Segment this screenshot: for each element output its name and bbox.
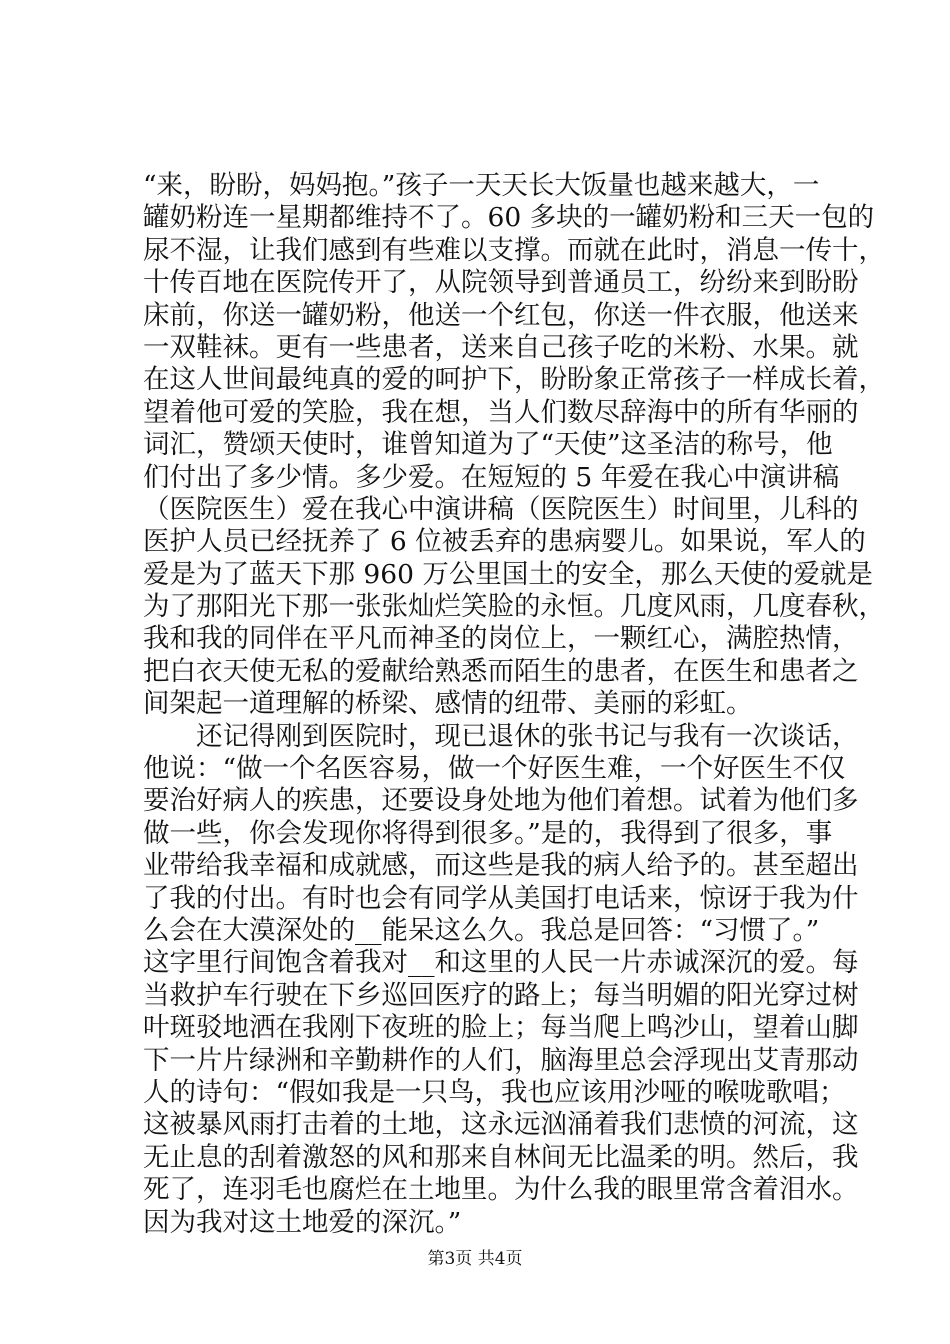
text-line: 无止息的刮着激怒的风和那来自林间无比温柔的明。然后，我 [143,1141,859,1173]
text-line: 人的诗句：“假如我是一只鸟，我也应该用沙哑的喉咙歌唱； [143,1076,846,1108]
text-line: 望着他可爱的笑脸，我在想，当人们数尽辞海中的所有华丽的 [143,396,859,428]
text-line: 为了那阳光下那一张张灿烂笑脸的永恒。几度风雨，几度春秋， [143,591,885,623]
text-line: 这被暴风雨打击着的土地，这永远汹涌着我们悲愤的河流，这 [143,1109,859,1141]
text-line: （医院医生）爱在我心中演讲稿（医院医生）时间里，儿科的 [143,493,859,525]
text-line: 在这人世间最纯真的爱的呵护下，盼盼象正常孩子一样成长着， [143,364,885,396]
page-footer: 第3页 共4页 [427,1249,523,1269]
text-line: 医护人员已经抚养了 6 位被丢弃的患病婴儿。如果说，军人的 [143,526,866,558]
text-line: 还记得刚到医院时，现已退休的张书记与我有一次谈话， [143,720,859,752]
text-line: 么会在大漠深处的__能呆这么久。我总是回答：“习惯了。” [143,914,820,946]
text-line: 爱是为了蓝天下那 960 万公里国土的安全，那么天使的爱就是 [143,558,873,590]
text-line: 叶斑驳地洒在我刚下夜班的脸上；每当爬上鸣沙山，望着山脚 [143,1012,859,1044]
text-line: 一双鞋袜。更有一些患者，送来自己孩子吃的米粉、水果。就 [143,331,859,363]
text-line: 做一些，你会发现你将得到很多。”是的，我得到了很多，事 [143,817,833,849]
text-line: 词汇，赞颂天使时，谁曾知道为了“天使”这圣洁的称号，他 [143,429,833,461]
text-line: 间架起一道理解的桥梁、感情的纽带、美丽的彩虹。 [143,688,753,720]
text-line: 因为我对这土地爱的深沉。” [143,1206,462,1238]
text-line: 业带给我幸福和成就感，而这些是我的病人给予的。甚至超出 [143,850,859,882]
text-line: 这字里行间饱含着我对__和这里的人民一片赤诚深沉的爱。每 [143,947,859,979]
text-line: 床前，你送一罐奶粉，他送一个红包，你送一件衣服，他送来 [143,299,859,331]
text-line: 们付出了多少情。多少爱。在短短的 5 年爱在我心中演讲稿 [143,461,840,493]
text-line: 他说：“做一个名医容易，做一个好医生难，一个好医生不仅 [143,753,846,785]
text-line: 尿不湿，让我们感到有些难以支撑。而就在此时，消息一传十， [143,234,885,266]
text-line: 下一片片绿洲和辛勤耕作的人们，脑海里总会浮现出艾青那动 [143,1044,859,1076]
text-line: 要治好病人的疾患，还要设身处地为他们着想。试着为他们多 [143,785,859,817]
text-line: 十传百地在医院传开了，从院领导到普通员工，纷纷来到盼盼 [143,267,859,299]
text-line: 我和我的同伴在平凡而神圣的岗位上，一颗红心，满腔热情， [143,623,859,655]
text-line: 当救护车行驶在下乡巡回医疗的路上；每当明媚的阳光穿过树 [143,979,859,1011]
text-line: “来，盼盼，妈妈抱。”孩子一天天长大饭量也越来越大，一 [143,170,820,201]
text-line: 罐奶粉连一星期都维持不了。60 多块的一罐奶粉和三天一包的 [143,202,875,234]
text-line: 把白衣天使无私的爱献给熟悉而陌生的患者，在医生和患者之 [143,655,859,687]
body-text [143,170,885,1239]
text-line: 了我的付出。有时也会有同学从美国打电话来，惊讶于我为什 [143,882,859,914]
text-line: 死了，连羽毛也腐烂在土地里。为什么我的眼里常含着泪水。 [143,1174,859,1206]
